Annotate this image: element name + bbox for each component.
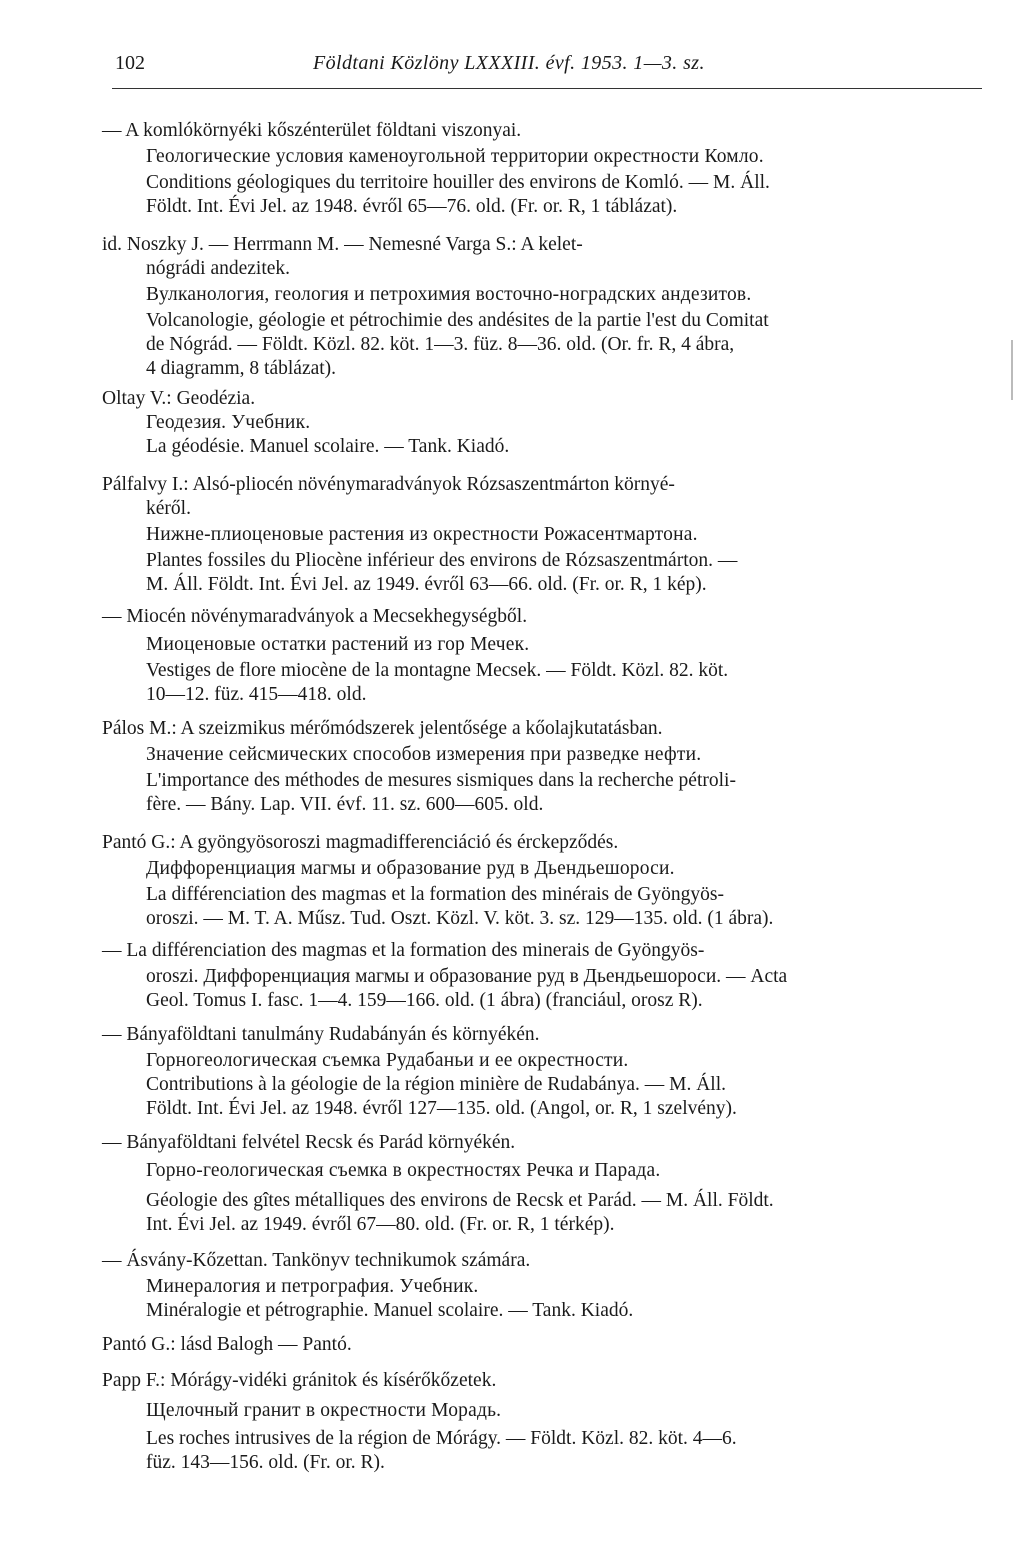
entry-line: Volcanologie, géologie et pétrochimie des andésites de la partie l'est du Comitat (146, 310, 769, 331)
entry-author-line: Papp F.: Mórágy-vidéki gránitok és kísérőkőzetek. (102, 1370, 497, 1391)
entry-line: Geol. Tomus I. fasc. 1—4. 159—166. old. (1 ábra) (franciául, orosz R). (146, 990, 703, 1011)
entry-line: Vestiges de flore miocène de la montagne Mecsek. — Földt. Közl. 82. köt. (146, 660, 729, 681)
entry-line: Значение сейсмических способов измерения при разведке нефти. (146, 744, 702, 765)
entry-line: Les roches intrusives de la région de Mórágy. — Földt. Közl. 82. köt. 4—6. (146, 1428, 737, 1449)
entry-line: Геодезия. Учебник. (146, 412, 311, 433)
entry-line: Нижне-плиоценовые растения из окрестности Рожасентмартона. (146, 524, 698, 545)
entry-line: — Ásvány-Kőzettan. Tankönyv technikumok számára. (102, 1250, 531, 1271)
entry-line: — Miocén növénymaradványok a Mecsekhegységből. (102, 606, 528, 627)
entry-author-line: Pálfalvy I.: Alsó-pliocén növénymaradványok Rózsaszentmárton környé- (102, 474, 675, 495)
entry-author-line: Pantó G.: lásd Balogh — Pantó. (102, 1334, 352, 1355)
entry-line: Минералогия и петрография. Учебник. (146, 1276, 479, 1297)
entry-author-line: Pantó G.: A gyöngyösoroszi magmadifferenciáció és érckepződés. (102, 832, 619, 853)
entry-line: de Nógrád. — Földt. Közl. 82. köt. 1—3. füz. 8—36. old. (Or. fr. R, 4 ábra, (146, 334, 735, 355)
entry-line: Вулканология, геология и петрохимия восточно-ноградских андезитов. (146, 284, 752, 305)
entry-line: La différenciation des magmas et la formation des minérais de Gyöngyös- (146, 884, 724, 905)
entry-line: 4 diagramm, 8 táblázat). (146, 358, 337, 379)
entry-author-line: id. Noszky J. — Herrmann M. — Nemesné Varga S.: A kelet- (102, 234, 583, 255)
entry-line: Геологические условия каменоугольной территории окрестности Комло. (146, 146, 764, 167)
entry-line: Földt. Int. Évi Jel. az 1948. évről 65—76. old. (Fr. or. R, 1 táblázat). (146, 196, 678, 217)
entry-line: füz. 143—156. old. (Fr. or. R). (146, 1452, 385, 1473)
entry-line: Горно-геологическая съемка в окрестностях Речка и Парада. (146, 1160, 661, 1181)
entry-line: kéről. (146, 498, 191, 519)
entry-line: Conditions géologiques du territoire houiller des environs de Komló. — M. Áll. (146, 172, 770, 193)
entry-line: Plantes fossiles du Pliocène inférieur des environs de Rózsaszentmárton. — (146, 550, 738, 571)
entry-line: Горногеологическая съемка Рудабаньи и ее окрестности. (146, 1050, 629, 1071)
entry-line: Щелочный гранит в окрестности Морадь. (146, 1400, 502, 1421)
entry-line: La géodésie. Manuel scolaire. — Tank. Kiadó. (146, 436, 510, 457)
entry-author-line: Oltay V.: Geodézia. (102, 388, 256, 409)
entry-line: nógrádi andezitek. (146, 258, 291, 279)
entry-line: oroszi. Диффоренциация магмы и образование руд в Дьендьешороси. — Acta (146, 966, 788, 987)
entry-line: — Bányaföldtani tanulmány Rudabányán és környékén. (102, 1024, 540, 1045)
entry-line: Földt. Int. Évi Jel. az 1948. évről 127—135. old. (Angol, or. R, 1 szelvény). (146, 1098, 737, 1119)
entry-line: Contributions à la géologie de la région minière de Rudabánya. — M. Áll. (146, 1074, 726, 1095)
entry-author-line: Pálos M.: A szeizmikus mérőmódszerek jelentősége a kőolajkutatásban. (102, 718, 663, 739)
entry-line: Géologie des gîtes métalliques des environs de Recsk et Parád. — M. Áll. Földt. (146, 1190, 774, 1211)
entry-line: 10—12. füz. 415—418. old. (146, 684, 367, 705)
entry-line: M. Áll. Földt. Int. Évi Jel. az 1949. évről 63—66. old. (Fr. or. R, 1 kép). (146, 574, 707, 595)
entry-line: Диффоренциация магмы и образование руд в Дьендьешороси. (146, 858, 675, 879)
entry-line: Миоценовые остатки растений из гор Мечек. (146, 634, 530, 655)
entry-line: — Bányaföldtani felvétel Recsk és Parád környékén. (102, 1132, 516, 1153)
entry-line: Int. Évi Jel. az 1949. évről 67—80. old. (Fr. or. R, 1 térkép). (146, 1214, 615, 1235)
header-rule (112, 88, 982, 89)
page-number: 102 (115, 52, 145, 74)
entry-line: — A komlókörnyéki kőszénterület földtani viszonyai. (102, 120, 522, 141)
journal-title: Földtani Közlöny LXXXIII. évf. 1953. 1—3. sz. (313, 52, 705, 74)
scan-edge-mark (1011, 340, 1013, 400)
entry-line: oroszi. — M. T. A. Műsz. Tud. Oszt. Közl. V. köt. 3. sz. 129—135. old. (1 ábra). (146, 908, 774, 929)
entry-line: fère. — Bány. Lap. VII. évf. 11. sz. 600—605. old. (146, 794, 544, 815)
entry-line: Minéralogie et pétrographie. Manuel scolaire. — Tank. Kiadó. (146, 1300, 634, 1321)
entry-line: — La différenciation des magmas et la formation des minerais de Gyöngyös- (102, 940, 705, 961)
entry-line: L'importance des méthodes de mesures sismiques dans la recherche pétroli- (146, 770, 736, 791)
